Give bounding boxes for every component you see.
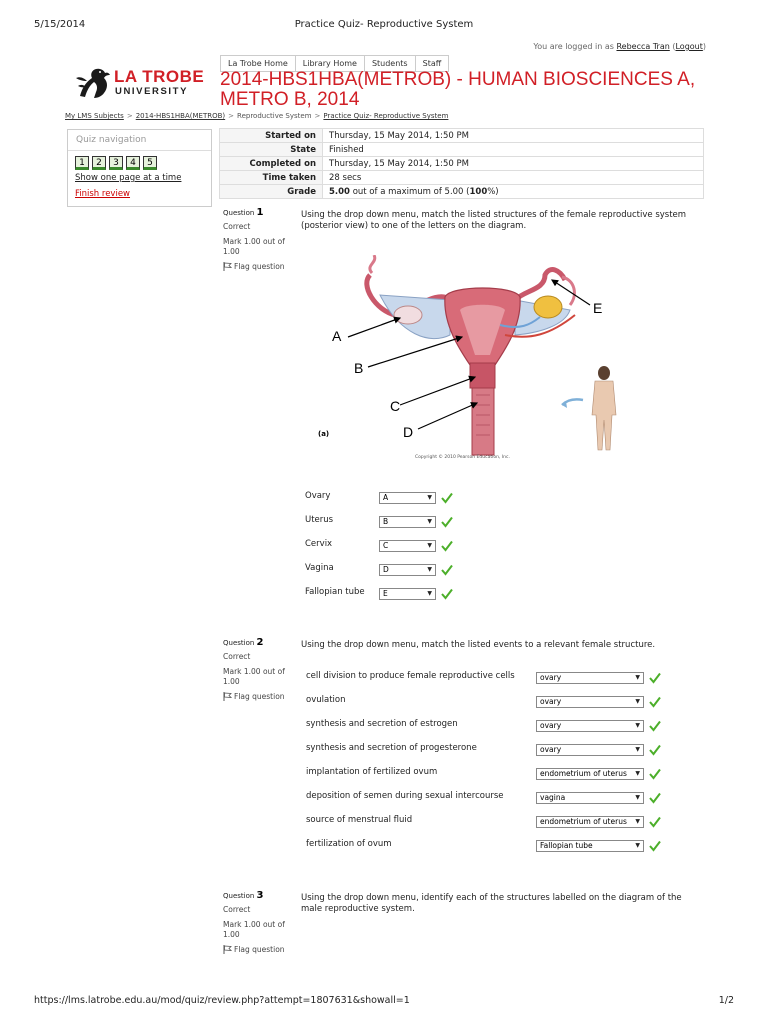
summary-row bbox=[220, 129, 704, 143]
answer-select[interactable]: endometrium of uterus ▼ bbox=[536, 816, 644, 828]
dropdown-arrow-icon: ▼ bbox=[635, 770, 640, 777]
print-footer-url: https://lms.latrobe.edu.au/mod/quiz/review.php?attempt=1807631&showall=1 bbox=[34, 995, 410, 1006]
diagram-copyright: Copyright © 2010 Pearson Education, Inc. bbox=[415, 455, 510, 460]
summary-value: 28 secs bbox=[323, 171, 704, 185]
attempt-summary-table bbox=[219, 128, 704, 199]
dropdown-arrow-icon: ▼ bbox=[427, 518, 432, 525]
diagram-letter-e: E bbox=[593, 300, 603, 316]
female-reproductive-diagram bbox=[300, 255, 630, 465]
summary-row bbox=[220, 185, 704, 199]
dropdown-arrow-icon: ▼ bbox=[635, 818, 640, 825]
flag-label: Flag question bbox=[234, 262, 285, 271]
breadcrumb-subject[interactable]: 2014-HBS1HBA(METROB) bbox=[135, 112, 226, 120]
breadcrumb-my-lms[interactable]: My LMS Subjects bbox=[65, 112, 124, 120]
answer-select-ovary[interactable]: A ▼ bbox=[379, 492, 436, 504]
question-1-info bbox=[223, 208, 293, 272]
correct-check-icon bbox=[649, 816, 661, 828]
summary-value: Finished bbox=[323, 143, 704, 157]
quiz-navigation-block bbox=[67, 129, 212, 207]
answer-select[interactable]: Fallopian tube ▼ bbox=[536, 840, 644, 852]
nav-students[interactable]: Students bbox=[364, 55, 415, 72]
correct-check-icon bbox=[441, 516, 453, 528]
summary-value: Thursday, 15 May 2014, 1:50 PM bbox=[323, 129, 704, 143]
dropdown-arrow-icon: ▼ bbox=[635, 746, 640, 753]
flag-icon bbox=[223, 262, 232, 271]
flag-label: Flag question bbox=[234, 945, 285, 954]
flag-question-button[interactable] bbox=[223, 262, 293, 272]
question-status: Correct bbox=[223, 905, 251, 914]
answer-row bbox=[305, 515, 333, 525]
answer-row bbox=[305, 491, 330, 501]
answer-label: ovulation bbox=[306, 695, 346, 705]
nav-staff[interactable]: Staff bbox=[415, 55, 450, 72]
question-mark: Mark 1.00 out of 1.00 bbox=[223, 237, 285, 256]
logout-link[interactable]: Logout bbox=[675, 42, 703, 51]
flag-icon bbox=[223, 692, 232, 701]
dropdown-arrow-icon: ▼ bbox=[635, 674, 640, 681]
question-2-text: Using the drop down menu, match the listed events to a relevant female structure. bbox=[301, 640, 656, 650]
quiz-navigation-title: Quiz navigation bbox=[68, 130, 211, 151]
correct-check-icon bbox=[649, 672, 661, 684]
answer-label: Fallopian tube bbox=[305, 587, 365, 597]
question-number: Question 3 bbox=[223, 890, 264, 901]
answer-label: Cervix bbox=[305, 539, 333, 549]
summary-label: Completed on bbox=[220, 157, 323, 171]
correct-check-icon bbox=[649, 792, 661, 804]
correct-check-icon bbox=[649, 720, 661, 732]
answer-label: source of menstrual fluid bbox=[306, 815, 413, 825]
logo-sub: UNIVERSITY bbox=[115, 86, 189, 97]
question-3-text: Using the drop down menu, identify each of the structures labelled on the diagram of the male reproductive system. bbox=[301, 893, 682, 914]
answer-select[interactable]: ovary ▼ bbox=[536, 672, 644, 684]
answer-row bbox=[306, 815, 412, 825]
logo-name: LA TROBE bbox=[114, 67, 205, 86]
quiz-nav-button-3[interactable]: 3 bbox=[109, 156, 123, 170]
nav-latrobe-home[interactable]: La Trobe Home bbox=[220, 55, 295, 72]
correct-check-icon bbox=[649, 696, 661, 708]
diagram-letter-b: B bbox=[354, 360, 364, 376]
diagram-letter-a: A bbox=[332, 328, 342, 344]
answer-row bbox=[306, 767, 437, 777]
answer-label: synthesis and secretion of progesterone bbox=[306, 743, 477, 753]
lyrebird-icon bbox=[74, 66, 112, 100]
question-status: Correct bbox=[223, 652, 251, 661]
show-one-page-link[interactable]: Show one page at a time bbox=[75, 173, 182, 183]
correct-check-icon bbox=[649, 768, 661, 780]
finish-review-link[interactable]: Finish review bbox=[75, 189, 131, 199]
answer-label: implantation of fertilized ovum bbox=[306, 767, 438, 777]
summary-label: State bbox=[220, 143, 323, 157]
answer-row bbox=[305, 563, 334, 573]
orientation-figure-icon bbox=[562, 366, 616, 450]
answer-row bbox=[305, 539, 332, 549]
user-link[interactable]: Rebecca Tran bbox=[616, 42, 670, 51]
diagram-letter-d: D bbox=[403, 424, 414, 440]
summary-row bbox=[220, 157, 704, 171]
grade-percent: 100 bbox=[469, 186, 488, 197]
login-info: You are logged in as Rebecca Tran (Logout) bbox=[533, 42, 706, 51]
latrobe-logo[interactable] bbox=[74, 66, 214, 100]
answer-row bbox=[306, 791, 504, 801]
print-footer-page: 1/2 bbox=[718, 995, 734, 1006]
flag-icon bbox=[223, 945, 232, 954]
answer-label: Ovary bbox=[305, 491, 331, 501]
question-mark: Mark 1.00 out of 1.00 bbox=[223, 920, 285, 939]
answer-select-fallopian-tube[interactable]: E ▼ bbox=[379, 588, 436, 600]
answer-label: synthesis and secretion of estrogen bbox=[306, 719, 458, 729]
correct-check-icon bbox=[441, 588, 453, 600]
diagram-panel-label: (a) bbox=[318, 430, 330, 438]
correct-check-icon bbox=[649, 744, 661, 756]
flag-question-button[interactable] bbox=[223, 692, 293, 702]
dropdown-arrow-icon: ▼ bbox=[427, 494, 432, 501]
course-title: 2014-HBS1HBA(METROB) - HUMAN BIOSCIENCES A, METRO B, 2014 bbox=[220, 69, 696, 110]
correct-check-icon bbox=[441, 540, 453, 552]
summary-label: Grade bbox=[220, 185, 323, 199]
answer-label: Uterus bbox=[305, 515, 334, 525]
correct-check-icon bbox=[441, 564, 453, 576]
dropdown-arrow-icon: ▼ bbox=[427, 590, 432, 597]
summary-row bbox=[220, 143, 704, 157]
correct-check-icon bbox=[441, 492, 453, 504]
question-number: Question 1 bbox=[223, 207, 264, 218]
quiz-nav-button-4[interactable]: 4 bbox=[126, 156, 140, 170]
question-status: Correct bbox=[223, 222, 251, 231]
question-number: Question 2 bbox=[223, 637, 264, 648]
answer-select-uterus[interactable]: B ▼ bbox=[379, 516, 436, 528]
question-3-info bbox=[223, 891, 293, 955]
answer-row bbox=[306, 671, 515, 681]
answer-label: cell division to produce female reproductive cells bbox=[306, 671, 515, 681]
quiz-nav-button-2[interactable]: 2 bbox=[92, 156, 106, 170]
answer-select-vagina[interactable]: D ▼ bbox=[379, 564, 436, 576]
breadcrumb-topic: Reproductive System bbox=[237, 112, 312, 120]
flag-label: Flag question bbox=[234, 692, 285, 701]
answer-row bbox=[306, 743, 477, 753]
nav-library-home[interactable]: Library Home bbox=[295, 55, 364, 72]
answer-select[interactable]: ovary ▼ bbox=[536, 744, 644, 756]
print-date: 5/15/2014 bbox=[34, 19, 86, 30]
diagram-letter-c: C bbox=[390, 398, 401, 414]
dropdown-arrow-icon: ▼ bbox=[635, 842, 640, 849]
grade-score: 5.00 bbox=[329, 186, 350, 197]
question-1-text: Using the drop down menu, match the listed structures of the female reproductive system (posterior view) to one of the letters on the diagram. bbox=[301, 210, 687, 231]
dropdown-arrow-icon: ▼ bbox=[635, 722, 640, 729]
answer-select[interactable]: endometrium of uterus ▼ bbox=[536, 768, 644, 780]
dropdown-arrow-icon: ▼ bbox=[635, 794, 640, 801]
answer-select[interactable]: ovary ▼ bbox=[536, 720, 644, 732]
quiz-nav-button-5[interactable]: 5 bbox=[143, 156, 157, 170]
grade-mid: out of a maximum of 5.00 ( bbox=[352, 186, 470, 197]
answer-label: fertilization of ovum bbox=[306, 839, 392, 849]
answer-label: deposition of semen during sexual intercourse bbox=[306, 791, 504, 801]
answer-select[interactable]: ovary ▼ bbox=[536, 696, 644, 708]
answer-row bbox=[306, 719, 458, 729]
answer-select-cervix[interactable]: C ▼ bbox=[379, 540, 436, 552]
quiz-nav-button-1[interactable]: 1 bbox=[75, 156, 89, 170]
answer-row bbox=[306, 695, 345, 705]
answer-label: Vagina bbox=[305, 563, 334, 573]
summary-label: Started on bbox=[220, 129, 323, 143]
correct-check-icon bbox=[649, 840, 661, 852]
summary-value: Thursday, 15 May 2014, 1:50 PM bbox=[323, 157, 704, 171]
summary-row bbox=[220, 171, 704, 185]
print-title: Practice Quiz- Reproductive System bbox=[294, 19, 474, 30]
summary-label: Time taken bbox=[220, 171, 323, 185]
dropdown-arrow-icon: ▼ bbox=[427, 542, 432, 549]
login-prefix: You are logged in as bbox=[533, 42, 614, 51]
dropdown-arrow-icon: ▼ bbox=[635, 698, 640, 705]
question-2-info bbox=[223, 638, 293, 702]
question-mark: Mark 1.00 out of 1.00 bbox=[223, 667, 285, 686]
breadcrumb: My LMS Subjects > 2014-HBS1HBA(METROB) > Reproductive System > Practice Quiz- Reproductive System bbox=[65, 112, 449, 120]
grade-end: %) bbox=[487, 186, 499, 197]
answer-row bbox=[306, 839, 392, 849]
breadcrumb-quiz[interactable]: Practice Quiz- Reproductive System bbox=[323, 112, 449, 120]
answer-select[interactable]: vagina ▼ bbox=[536, 792, 644, 804]
answer-row bbox=[305, 587, 365, 597]
dropdown-arrow-icon: ▼ bbox=[427, 566, 432, 573]
flag-question-button[interactable] bbox=[223, 945, 293, 955]
grade-value bbox=[323, 185, 704, 199]
